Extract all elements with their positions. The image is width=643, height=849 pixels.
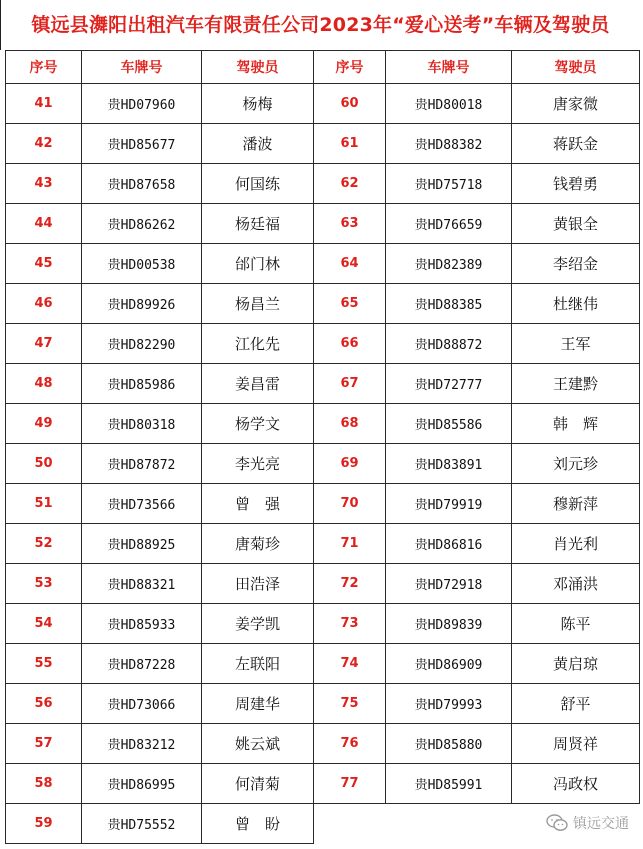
table-row <box>6 204 640 244</box>
table-header-row <box>6 51 640 84</box>
right-seq-cell: 62 <box>314 164 386 204</box>
right-driver-cell: 黄启琼 <box>512 644 640 684</box>
table-row <box>6 764 640 804</box>
right-plate-cell: 贵HD82389 <box>386 244 512 284</box>
right-driver-cell: 穆新萍 <box>512 484 640 524</box>
table-row <box>6 524 640 564</box>
right-driver-cell: 王军 <box>512 324 640 364</box>
left-seq-cell: 53 <box>6 564 82 604</box>
left-driver-cell: 李光亮 <box>202 444 314 484</box>
left-driver-cell: 杨昌兰 <box>202 284 314 324</box>
left-seq-cell: 58 <box>6 764 82 804</box>
header-driver-right: 驾驶员 <box>512 51 640 84</box>
header-plate-right: 车牌号 <box>386 51 512 84</box>
left-plate-cell: 贵HD85933 <box>82 604 202 644</box>
right-driver-cell: 蒋跃金 <box>512 124 640 164</box>
right-plate-cell: 贵HD79919 <box>386 484 512 524</box>
header-driver-left: 驾驶员 <box>202 51 314 84</box>
left-seq-cell: 54 <box>6 604 82 644</box>
left-driver-cell: 姚云斌 <box>202 724 314 764</box>
header-seq-left: 序号 <box>6 51 82 84</box>
left-seq-cell: 45 <box>6 244 82 284</box>
left-driver-cell: 姜昌雷 <box>202 364 314 404</box>
left-plate-cell: 贵HD83212 <box>82 724 202 764</box>
right-driver-cell: 唐家微 <box>512 84 640 124</box>
left-driver-cell: 何国练 <box>202 164 314 204</box>
watermark-text: 镇远交通 <box>573 816 629 832</box>
right-seq-cell: 65 <box>314 284 386 324</box>
right-plate-cell: 贵HD79993 <box>386 684 512 724</box>
right-seq-cell: 76 <box>314 724 386 764</box>
right-driver-cell: 刘元珍 <box>512 444 640 484</box>
right-plate-cell: 贵HD72777 <box>386 364 512 404</box>
table-row <box>6 124 640 164</box>
right-plate-cell: 贵HD80018 <box>386 84 512 124</box>
table-row <box>6 804 640 844</box>
right-seq-cell: 70 <box>314 484 386 524</box>
right-plate-cell: 贵HD72918 <box>386 564 512 604</box>
left-plate-cell: 贵HD88925 <box>82 524 202 564</box>
right-plate-cell: 贵HD88382 <box>386 124 512 164</box>
left-plate-cell: 贵HD00538 <box>82 244 202 284</box>
right-plate-cell: 贵HD85586 <box>386 404 512 444</box>
right-plate-cell: 贵HD83891 <box>386 444 512 484</box>
table-row <box>6 724 640 764</box>
left-driver-cell: 杨学文 <box>202 404 314 444</box>
left-seq-cell: 43 <box>6 164 82 204</box>
right-driver-cell: 肖光利 <box>512 524 640 564</box>
table-row <box>6 684 640 724</box>
right-seq-cell: 73 <box>314 604 386 644</box>
left-seq-cell: 49 <box>6 404 82 444</box>
right-driver-cell: 冯政权 <box>512 764 640 804</box>
right-seq-cell: 63 <box>314 204 386 244</box>
left-plate-cell: 贵HD86995 <box>82 764 202 804</box>
roster-table <box>5 50 640 844</box>
left-plate-cell: 贵HD86262 <box>82 204 202 244</box>
right-driver-cell: 黄银全 <box>512 204 640 244</box>
right-seq-cell: 68 <box>314 404 386 444</box>
left-driver-cell: 曾 盼 <box>202 804 314 844</box>
right-driver-cell: 舒平 <box>512 684 640 724</box>
right-seq-cell: 74 <box>314 644 386 684</box>
left-driver-cell: 左联阳 <box>202 644 314 684</box>
left-driver-cell: 潘波 <box>202 124 314 164</box>
left-plate-cell: 贵HD85986 <box>82 364 202 404</box>
right-driver-cell: 王建黔 <box>512 364 640 404</box>
left-driver-cell: 杨梅 <box>202 84 314 124</box>
left-driver-cell: 何清菊 <box>202 764 314 804</box>
right-plate-cell: 贵HD86816 <box>386 524 512 564</box>
left-driver-cell: 唐菊珍 <box>202 524 314 564</box>
left-seq-cell: 55 <box>6 644 82 684</box>
left-seq-cell: 56 <box>6 684 82 724</box>
document-title: 镇远县㵲阳出租汽车有限责任公司2023年“爱心送考”车辆及驾驶员 <box>0 0 640 50</box>
right-plate-cell: 贵HD88385 <box>386 284 512 324</box>
right-seq-cell: 60 <box>314 84 386 124</box>
left-plate-cell: 贵HD80318 <box>82 404 202 444</box>
left-plate-cell: 贵HD73566 <box>82 484 202 524</box>
table-row <box>6 644 640 684</box>
right-driver-cell: 陈平 <box>512 604 640 644</box>
left-driver-cell: 姜学凯 <box>202 604 314 644</box>
header-plate-left: 车牌号 <box>82 51 202 84</box>
left-seq-cell: 47 <box>6 324 82 364</box>
table-row <box>6 444 640 484</box>
left-driver-cell: 周建华 <box>202 684 314 724</box>
roster-body <box>6 84 640 844</box>
left-plate-cell: 贵HD85677 <box>82 124 202 164</box>
table-row <box>6 244 640 284</box>
left-plate-cell: 贵HD73066 <box>82 684 202 724</box>
right-driver-cell: 李绍金 <box>512 244 640 284</box>
left-seq-cell: 46 <box>6 284 82 324</box>
left-plate-cell: 贵HD87658 <box>82 164 202 204</box>
left-plate-cell: 贵HD82290 <box>82 324 202 364</box>
right-seq-cell: 64 <box>314 244 386 284</box>
left-plate-cell: 贵HD07960 <box>82 84 202 124</box>
right-plate-cell: 贵HD85880 <box>386 724 512 764</box>
table-row <box>6 404 640 444</box>
right-plate-cell: 贵HD75718 <box>386 164 512 204</box>
table-row <box>6 484 640 524</box>
table-row <box>6 164 640 204</box>
right-seq-cell: 75 <box>314 684 386 724</box>
right-seq-cell: 77 <box>314 764 386 804</box>
right-seq-cell: 71 <box>314 524 386 564</box>
left-seq-cell: 52 <box>6 524 82 564</box>
left-driver-cell: 邰门林 <box>202 244 314 284</box>
table-row <box>6 604 640 644</box>
header-seq-right: 序号 <box>314 51 386 84</box>
right-plate-cell: 贵HD76659 <box>386 204 512 244</box>
right-plate-cell: 贵HD89839 <box>386 604 512 644</box>
right-driver-cell: 周贤祥 <box>512 724 640 764</box>
left-seq-cell: 57 <box>6 724 82 764</box>
left-plate-cell: 贵HD88321 <box>82 564 202 604</box>
left-plate-cell: 贵HD87228 <box>82 644 202 684</box>
right-plate-cell: 贵HD88872 <box>386 324 512 364</box>
left-seq-cell: 59 <box>6 804 82 844</box>
left-driver-cell: 田浩泽 <box>202 564 314 604</box>
left-seq-cell: 42 <box>6 124 82 164</box>
left-driver-cell: 江化先 <box>202 324 314 364</box>
left-seq-cell: 44 <box>6 204 82 244</box>
right-driver-cell: 韩 辉 <box>512 404 640 444</box>
left-plate-cell: 贵HD75552 <box>82 804 202 844</box>
right-plate-cell: 贵HD85991 <box>386 764 512 804</box>
table-row <box>6 364 640 404</box>
left-plate-cell: 贵HD87872 <box>82 444 202 484</box>
right-seq-cell: 67 <box>314 364 386 404</box>
table-row <box>6 324 640 364</box>
right-seq-cell: 66 <box>314 324 386 364</box>
right-driver-cell: 钱碧勇 <box>512 164 640 204</box>
table-row <box>6 284 640 324</box>
wechat-icon <box>546 814 568 832</box>
left-driver-cell: 曾 强 <box>202 484 314 524</box>
left-plate-cell: 贵HD89926 <box>82 284 202 324</box>
left-seq-cell: 41 <box>6 84 82 124</box>
right-plate-cell: 贵HD86909 <box>386 644 512 684</box>
right-seq-cell: 69 <box>314 444 386 484</box>
right-driver-cell: 邓涌洪 <box>512 564 640 604</box>
left-driver-cell: 杨廷福 <box>202 204 314 244</box>
watermark <box>546 813 629 833</box>
right-seq-cell: 72 <box>314 564 386 604</box>
left-seq-cell: 48 <box>6 364 82 404</box>
left-seq-cell: 50 <box>6 444 82 484</box>
right-seq-cell: 61 <box>314 124 386 164</box>
table-row <box>6 564 640 604</box>
table-row <box>6 84 640 124</box>
right-driver-cell: 杜继伟 <box>512 284 640 324</box>
left-seq-cell: 51 <box>6 484 82 524</box>
